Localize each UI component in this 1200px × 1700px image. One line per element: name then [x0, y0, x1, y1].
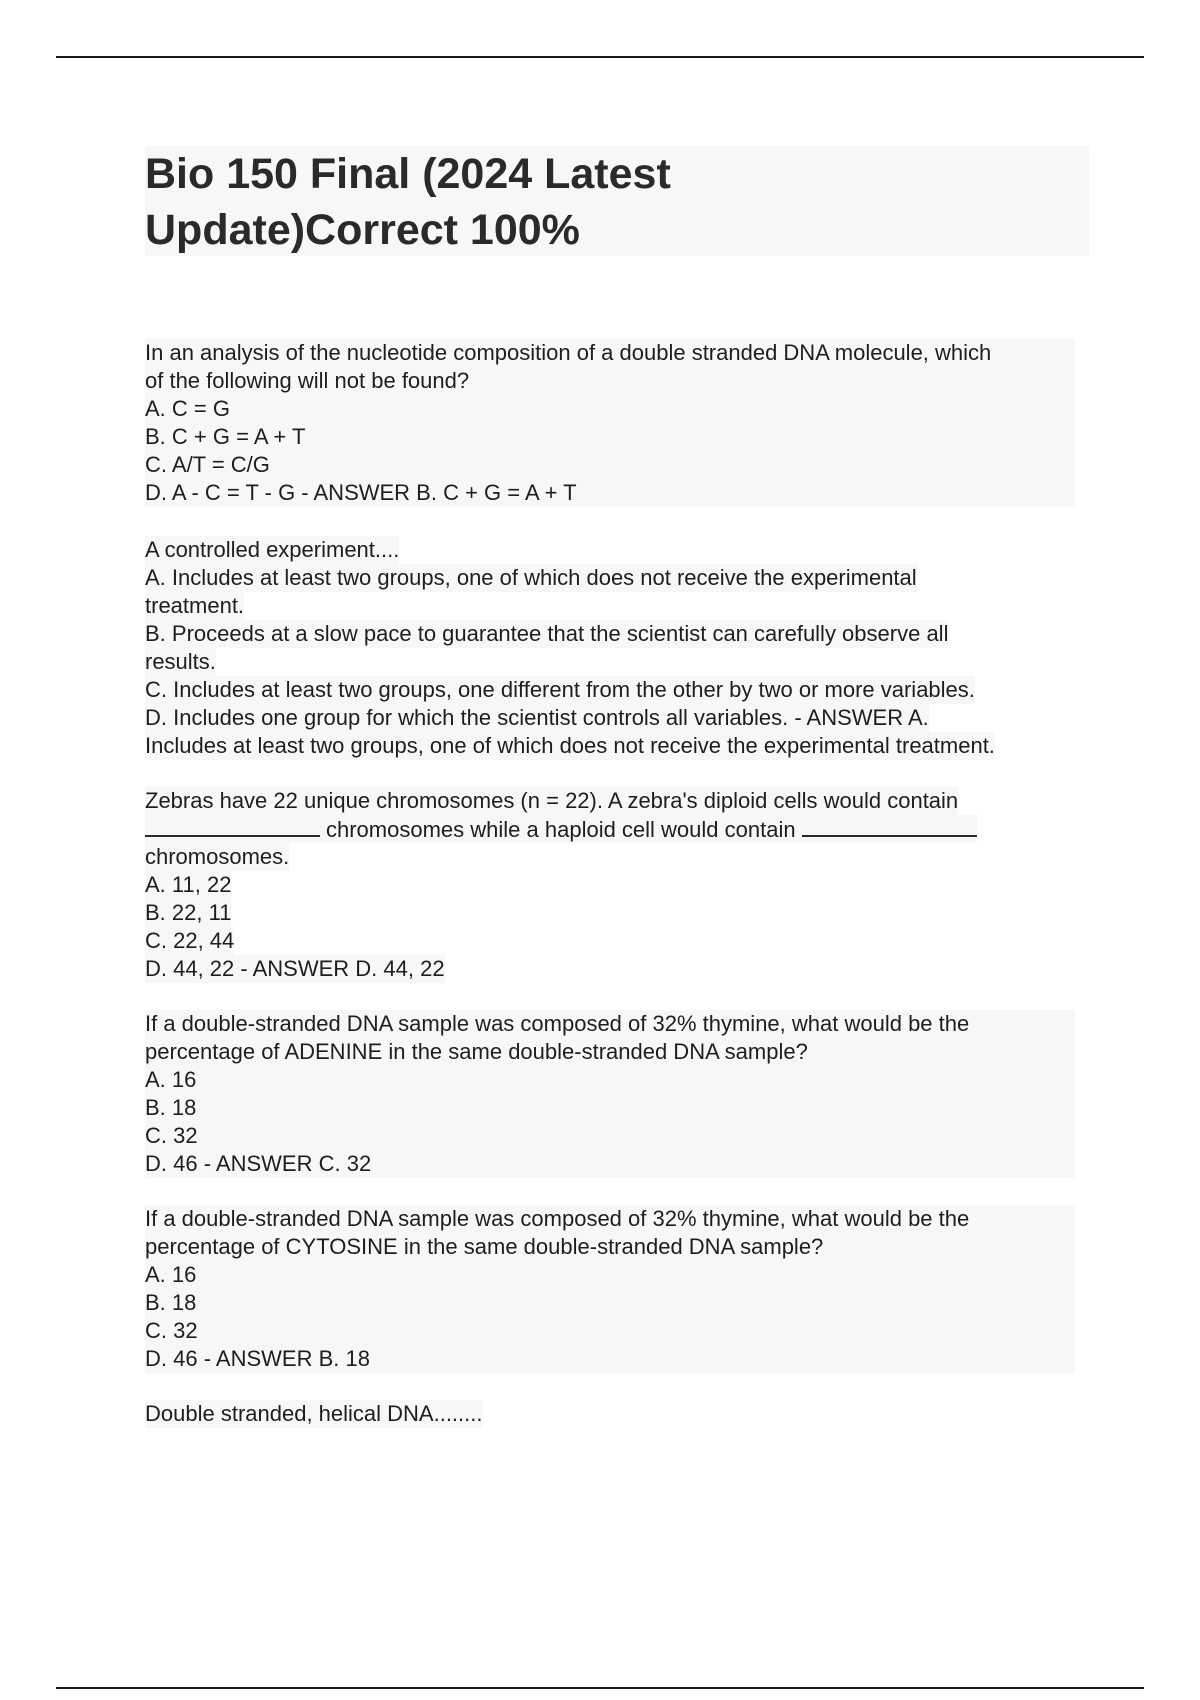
- question-2-answer-cont: Includes at least two groups, one of which does not receive the experimental treatment.: [145, 733, 995, 758]
- question-3-line-2: [145, 815, 977, 843]
- title-block: [145, 146, 1089, 256]
- question-5-line-2: percentage of CYTOSINE in the same double-stranded DNA sample?: [145, 1233, 1075, 1261]
- question-4-line-1: If a double-stranded DNA sample was composed of 32% thymine, what would be the: [145, 1010, 1075, 1038]
- question-5: [145, 1205, 1085, 1373]
- question-4-line-2: percentage of ADENINE in the same double-stranded DNA sample?: [145, 1038, 1075, 1066]
- question-1-option-d-answer: D. A - C = T - G - ANSWER B. C + G = A + T: [145, 479, 1075, 507]
- header-rule: [56, 56, 1144, 58]
- question-5-option-d-answer: D. 46 - ANSWER B. 18: [145, 1345, 1075, 1373]
- document-title-line-2: Update)Correct 100%: [145, 206, 580, 254]
- question-5-option-b: B. 18: [145, 1289, 1075, 1317]
- fill-blank-1: [145, 815, 320, 837]
- question-1-line-1: In an analysis of the nucleotide composition of a double stranded DNA molecule, which: [145, 339, 1075, 367]
- question-5-line-1: If a double-stranded DNA sample was composed of 32% thymine, what would be the: [145, 1205, 1075, 1233]
- question-2: [145, 536, 1085, 760]
- question-2-option-b-cont: results.: [145, 649, 216, 674]
- question-2-option-b: B. Proceeds at a slow pace to guarantee that the scientist can carefully observe all: [145, 621, 949, 646]
- question-3-option-b: B. 22, 11: [145, 900, 232, 925]
- question-1: [145, 339, 1085, 507]
- question-4-option-c: C. 32: [145, 1122, 1075, 1150]
- footer-rule: [56, 1687, 1144, 1689]
- question-3-option-d-answer: D. 44, 22 - ANSWER D. 44, 22: [145, 956, 445, 981]
- question-6-line-1: Double stranded, helical DNA........: [145, 1401, 483, 1426]
- question-3-line-2-text: chromosomes while a haploid cell would contain: [326, 817, 796, 842]
- question-3: [145, 787, 1085, 983]
- question-1-option-a: A. C = G: [145, 395, 1075, 423]
- question-2-option-a-cont: treatment.: [145, 593, 245, 618]
- fill-blank-2: [802, 815, 977, 837]
- document-title-line-1: Bio 150 Final (2024 Latest: [145, 150, 671, 198]
- question-2-option-d-answer: D. Includes one group for which the scientist controls all variables. - ANSWER A.: [145, 705, 929, 730]
- question-3-line-1: Zebras have 22 unique chromosomes (n = 22). A zebra's diploid cells would contain: [145, 788, 959, 813]
- question-2-option-c: C. Includes at least two groups, one different from the other by two or more variables.: [145, 677, 975, 702]
- question-2-option-a: A. Includes at least two groups, one of which does not receive the experimental: [145, 565, 917, 590]
- document-title: [145, 146, 1089, 258]
- question-4: [145, 1010, 1085, 1178]
- question-3-option-a: A. 11, 22: [145, 872, 232, 897]
- question-3-line-3: chromosomes.: [145, 844, 290, 869]
- question-1-option-c: C. A/T = C/G: [145, 451, 1075, 479]
- question-4-option-b: B. 18: [145, 1094, 1075, 1122]
- question-3-option-c: C. 22, 44: [145, 928, 235, 953]
- question-2-line-1: A controlled experiment....: [145, 537, 400, 562]
- question-5-option-a: A. 16: [145, 1261, 1075, 1289]
- question-4-option-d-answer: D. 46 - ANSWER C. 32: [145, 1150, 1075, 1178]
- question-5-option-c: C. 32: [145, 1317, 1075, 1345]
- question-1-line-2: of the following will not be found?: [145, 367, 1075, 395]
- question-4-option-a: A. 16: [145, 1066, 1075, 1094]
- question-1-option-b: B. C + G = A + T: [145, 423, 1075, 451]
- question-6: [145, 1400, 1085, 1428]
